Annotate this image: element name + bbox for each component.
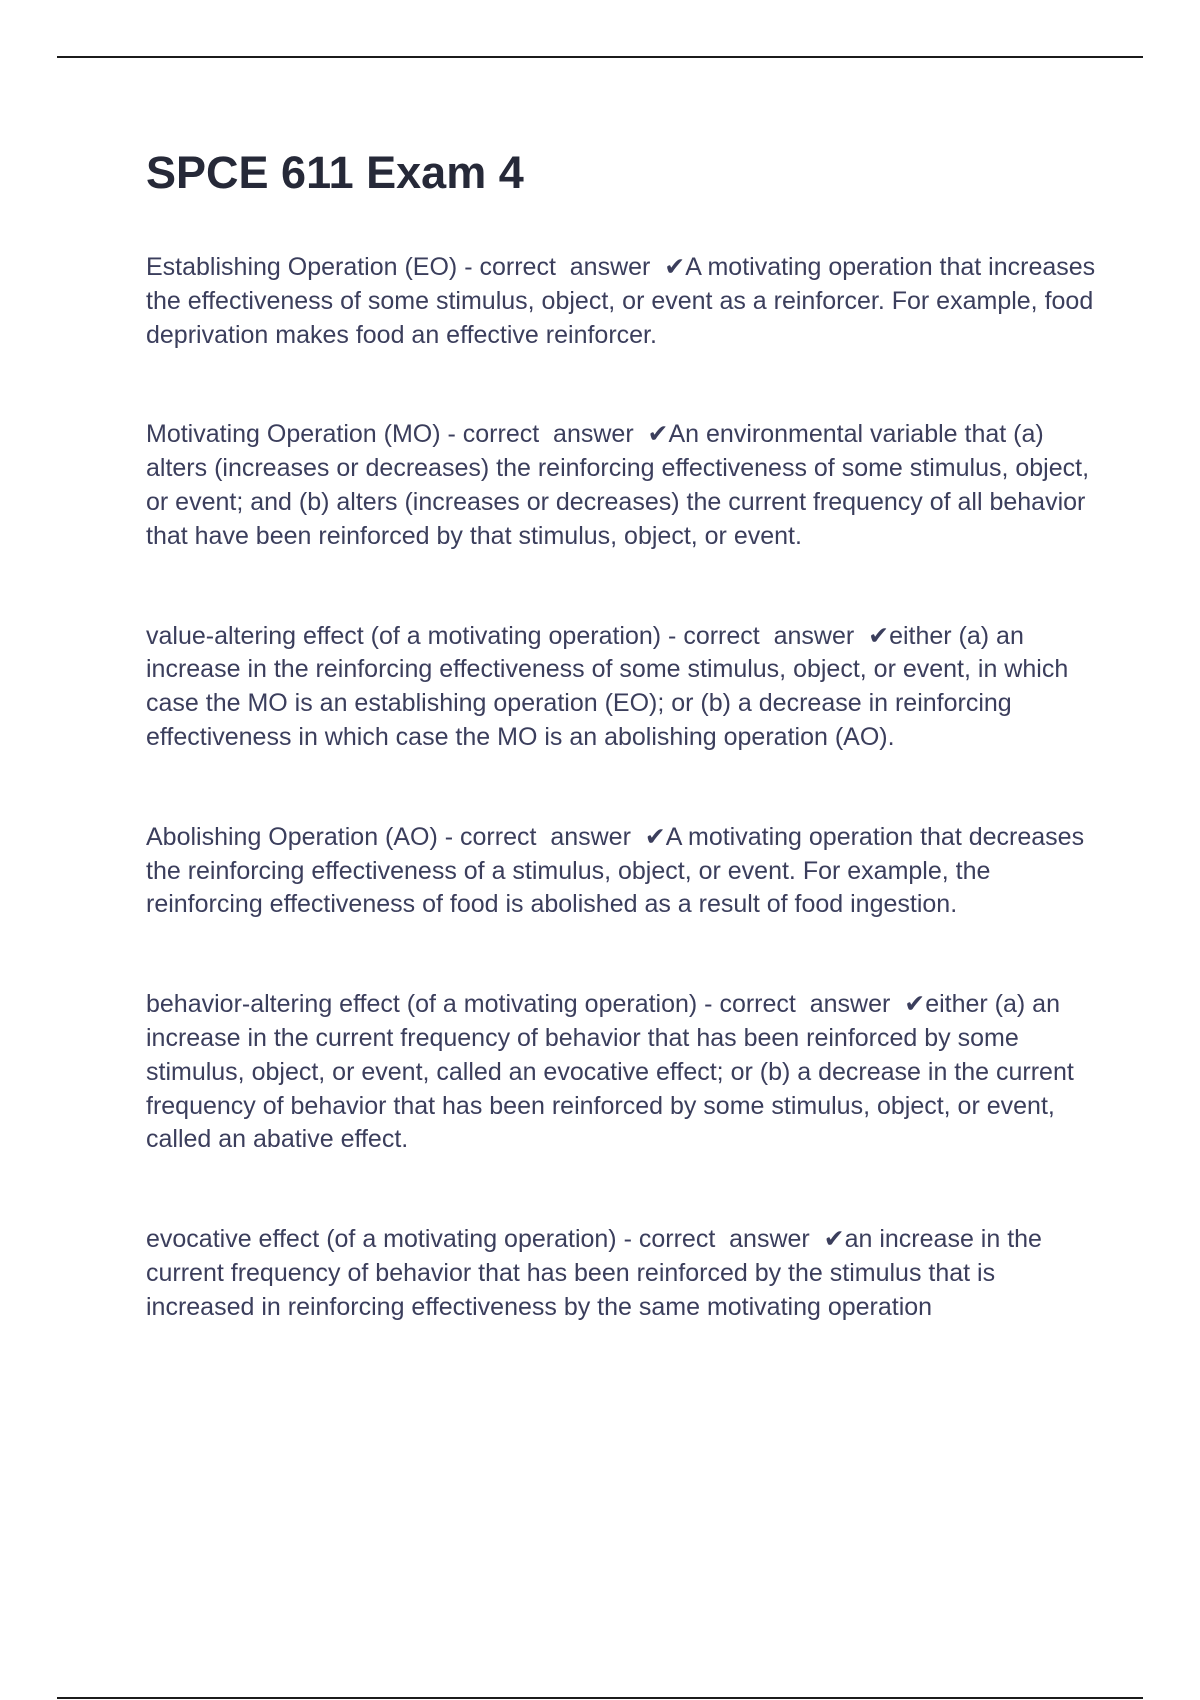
qa-entry (146, 988, 1096, 1157)
answer-marker: - correct answer ✔ (661, 621, 890, 650)
qa-entry (146, 821, 1096, 922)
term: Establishing Operation (EO) (146, 253, 458, 281)
term: evocative effect (of a motivating operation) (146, 1225, 617, 1254)
term: Abolishing Operation (AO) (146, 822, 438, 851)
answer-marker: - correct answer ✔ (616, 1225, 845, 1254)
qa-entry (146, 1223, 1096, 1324)
qa-entry (146, 418, 1096, 553)
answer-marker: - correct answer ✔ (457, 253, 686, 281)
page-title: SPCE 611 Exam 4 (146, 147, 524, 198)
bottom-divider (57, 1697, 1143, 1699)
term: behavior-altering effect (of a motivating operation) (146, 990, 698, 1019)
term: value-altering effect (of a motivating operation) (146, 621, 662, 650)
definition: An environmental variable that (a) alters (increases or decreases) the reinforcing effectiveness of some stimulus, object, or event; and (b) alters (increases or decreases) the current frequency of all behavior that have been reinforced by that stimulus, object, or event. (146, 420, 1090, 550)
definition: either (a) an increase in the reinforcing effectiveness of some stimulus, object, or event, in which case the MO is an establishing operation (EO); or (b) a decrease in reinforcing effectiveness in which case the MO is an abolishing operation (AO). (146, 621, 1069, 751)
definition: an increase in the current frequency of behavior that has been reinforced by the stimulus that is increased in reinforcing effectiveness by the same motivating operation (146, 1225, 1042, 1321)
definition: A motivating operation that increases the effectiveness of some stimulus, object, or event as a reinforcer. For example, food deprivation makes food an effective reinforcer. (146, 253, 1096, 349)
qa-entry (146, 251, 1096, 352)
definition: A motivating operation that decreases the reinforcing effectiveness of a stimulus, object, or event. For example, the reinforcing effectiveness of food is abolished as a result of food ingestion. (146, 822, 1085, 919)
top-divider (57, 56, 1143, 58)
answer-marker: - correct answer ✔ (697, 990, 926, 1019)
answer-marker: - correct answer ✔ (437, 822, 666, 851)
definition: either (a) an increase in the current frequency of behavior that has been reinforced by some stimulus, object, or event, called an evocative effect; or (b) a decrease in the current frequency of behavior that has been reinforced by some stimulus, object, or event, called an abative effect. (146, 990, 1074, 1154)
qa-list (146, 251, 1096, 1325)
term: Motivating Operation (MO) (146, 420, 441, 449)
qa-entry (146, 620, 1096, 755)
answer-marker: - correct answer ✔ (440, 420, 669, 449)
